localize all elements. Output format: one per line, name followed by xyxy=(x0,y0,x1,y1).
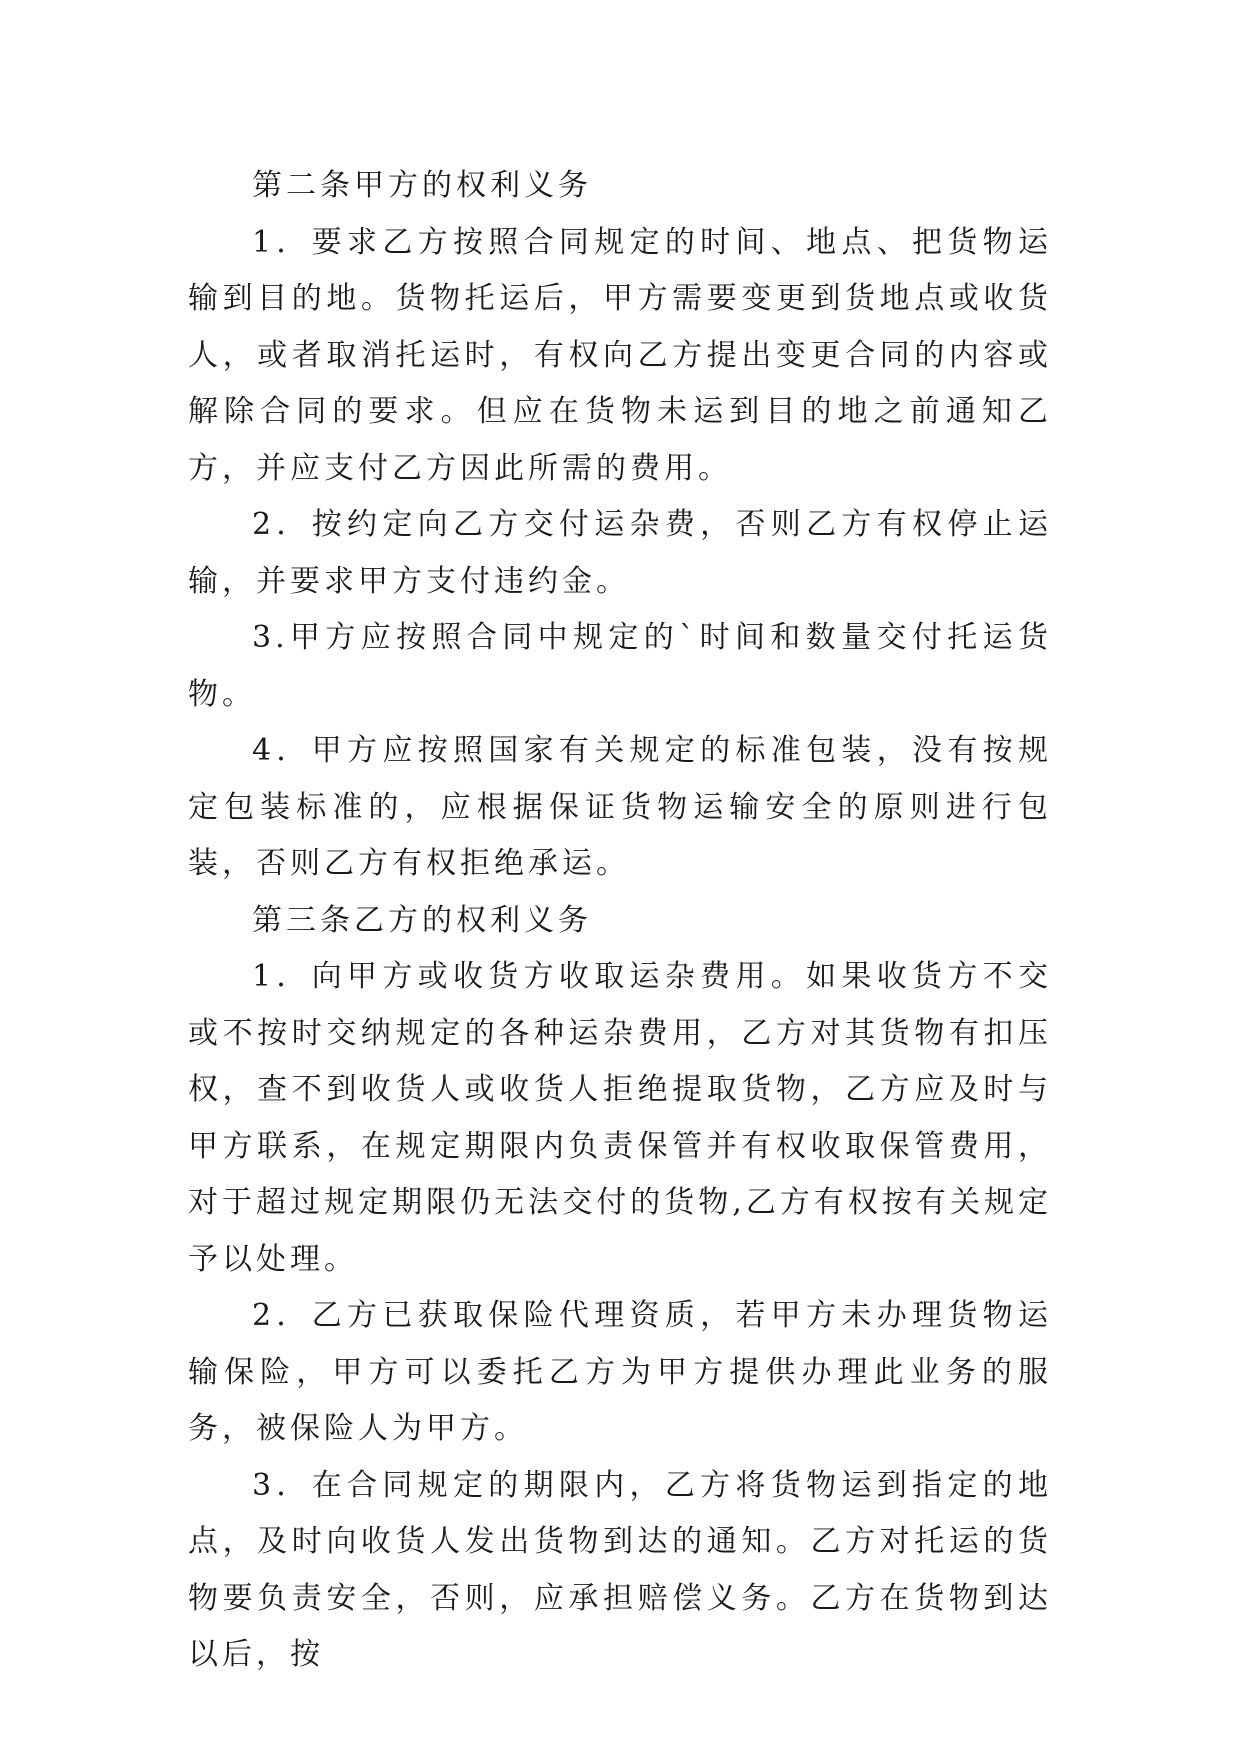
section-heading-party-b: 第三条乙方的权利义务 xyxy=(252,902,592,938)
party-a-clause-1: 1．要求乙方按照合同规定的时间、地点、把货物运输到目的地。货物托运后，甲方需要变更到货地点或收货人，或者取消托运时，有权向乙方提出变更合同的内容或解除合同的要求。但应在货物未运到目的地之前通知乙方，并应支付乙方因此所需的费用。 xyxy=(188,224,1052,486)
party-b-clause-3: 3．在合同规定的期限内，乙方将货物运到指定的地点，及时向收货人发出货物到达的通知。乙方对托运的货物要负责安全，否则，应承担赔偿义务。乙方在货物到达以后，按 xyxy=(188,1467,1052,1672)
party-a-clause-2: 2．按约定向乙方交付运杂费，否则乙方有权停止运输，并要求甲方支付违约金。 xyxy=(188,507,1052,599)
document-body xyxy=(188,158,1052,1684)
party-b-clause-2: 2．乙方已获取保险代理资质，若甲方未办理货物运输保险，甲方可以委托乙方为甲方提供办理此业务的服务，被保险人为甲方。 xyxy=(188,1298,1052,1446)
party-a-clause-3: 3.甲方应按照合同中规定的`时间和数量交付托运货物。 xyxy=(188,620,1052,712)
party-b-clause-1: 1．向甲方或收货方收取运杂费用。如果收货方不交或不按时交纳规定的各种运杂费用，乙方对其货物有扣压权，查不到收货人或收货人拒绝提取货物，乙方应及时与甲方联系，在规定期限内负责保管并有权收取保管费用，对于超过规定期限仍无法交付的货物,乙方有权按有关规定予以处理。 xyxy=(188,959,1052,1277)
party-a-clause-4: 4．甲方应按照国家有关规定的标准包装，没有按规定包装标准的，应根据保证货物运输安全的原则进行包装，否则乙方有权拒绝承运。 xyxy=(188,733,1052,881)
section-heading-party-a: 第二条甲方的权利义务 xyxy=(252,168,592,203)
